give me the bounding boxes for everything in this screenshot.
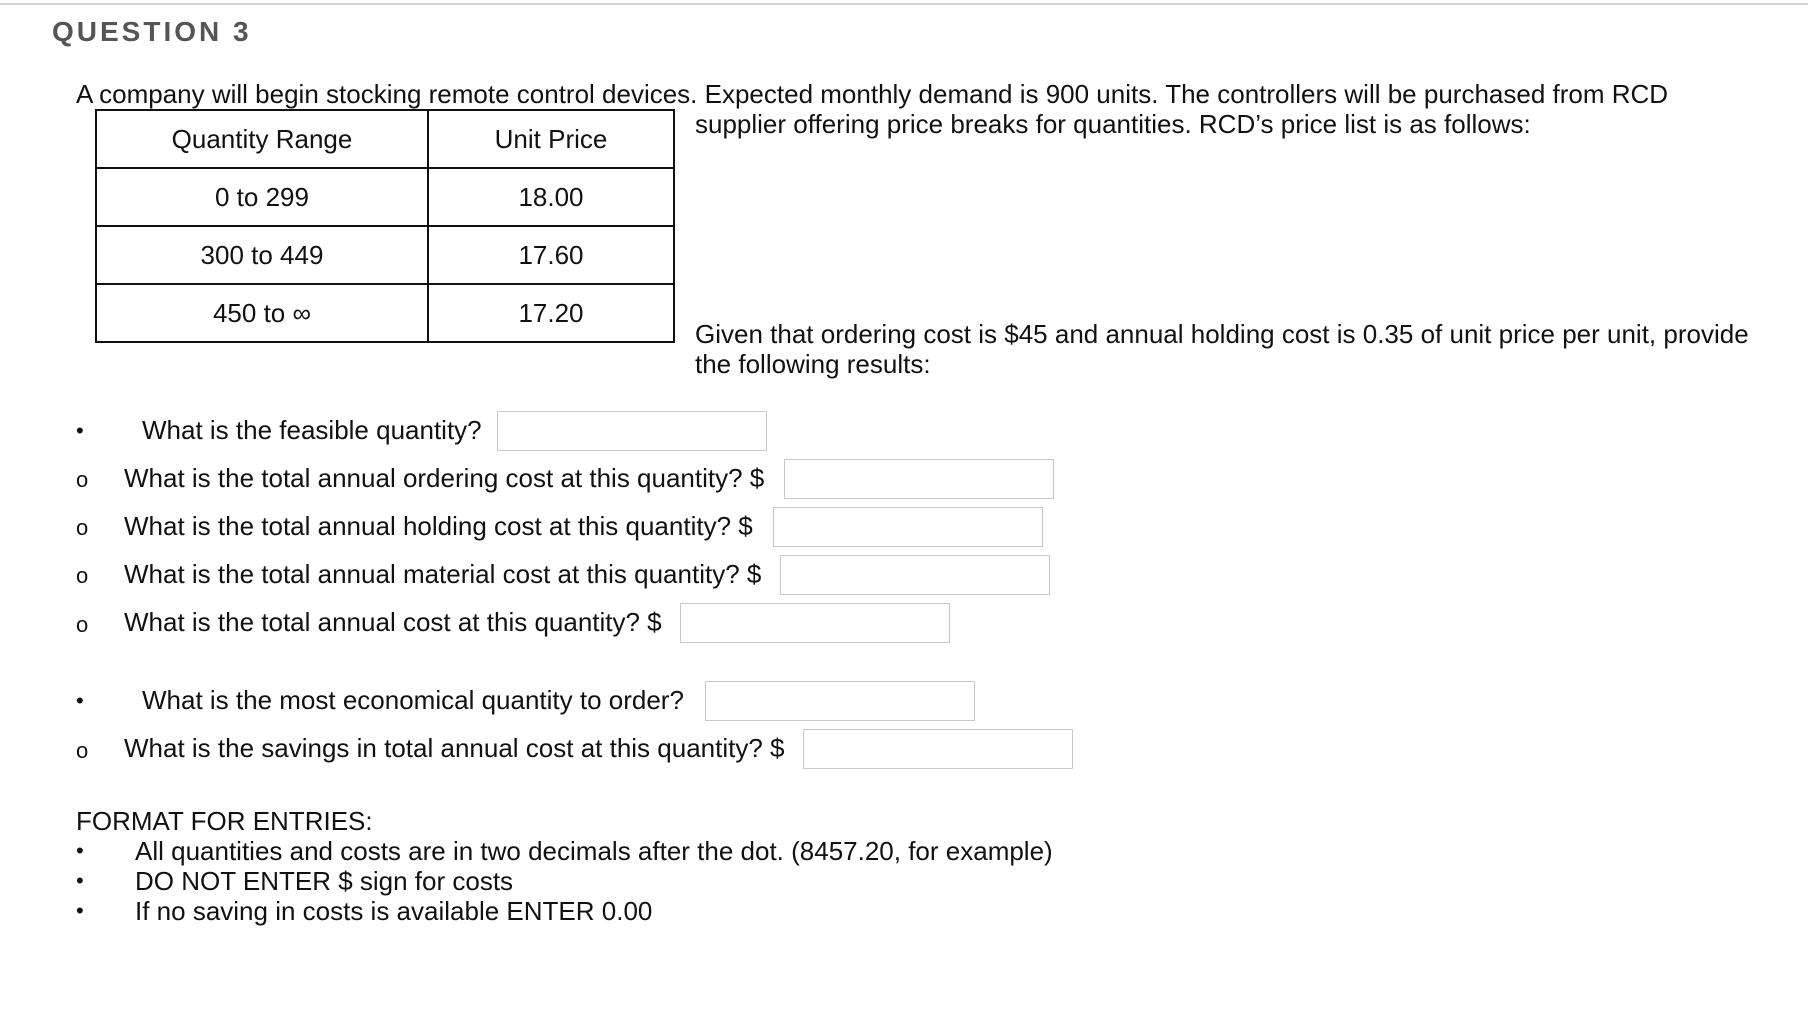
ordering-cost-input[interactable] bbox=[784, 459, 1054, 499]
cell-unit-price: 17.20 bbox=[428, 284, 674, 342]
given-line-1: Given that ordering cost is $45 and annual holding cost is 0.35 of unit price per unit, provide bbox=[695, 319, 1749, 349]
intro-line-2: supplier offering price breaks for quantities. RCD’s price list is as follows: bbox=[695, 109, 1531, 139]
sub-bullet-icon: o bbox=[76, 738, 89, 763]
price-table bbox=[95, 109, 675, 343]
header-unit-price: Unit Price bbox=[428, 110, 674, 168]
total-cost-input[interactable] bbox=[680, 603, 950, 643]
cell-unit-price: 18.00 bbox=[428, 168, 674, 226]
question-label-holding-cost: What is the total annual holding cost at this quantity? $ bbox=[124, 511, 753, 541]
material-cost-input[interactable] bbox=[780, 555, 1050, 595]
sub-bullet-icon: o bbox=[76, 563, 89, 588]
holding-cost-input[interactable] bbox=[773, 507, 1043, 547]
cell-quantity-range: 0 to 299 bbox=[96, 168, 428, 226]
cell-quantity-range: 300 to 449 bbox=[96, 226, 428, 284]
table-row bbox=[96, 168, 674, 226]
question-label-total-cost: What is the total annual cost at this quantity? $ bbox=[124, 607, 662, 637]
economical-quantity-input[interactable] bbox=[705, 681, 975, 721]
format-heading: FORMAT FOR ENTRIES: bbox=[76, 806, 373, 836]
question-label-ordering-cost: What is the total annual ordering cost at this quantity? $ bbox=[124, 463, 765, 493]
given-line-2: the following results: bbox=[695, 349, 931, 379]
bullet-icon: • bbox=[76, 898, 84, 923]
question-title: QUESTION 3 bbox=[52, 16, 252, 47]
table-header-row bbox=[96, 110, 674, 168]
bullet-icon: • bbox=[76, 688, 84, 713]
bullet-icon: • bbox=[76, 838, 84, 863]
format-item-no-saving: If no saving in costs is available ENTER 0.00 bbox=[135, 896, 653, 926]
bullet-icon: • bbox=[76, 868, 84, 893]
cell-quantity-range: 450 to ∞ bbox=[96, 284, 428, 342]
format-item-decimals: All quantities and costs are in two decimals after the dot. (8457.20, for example) bbox=[135, 836, 1053, 866]
savings-input[interactable] bbox=[803, 729, 1073, 769]
intro-line-1: A company will begin stocking remote control devices. Expected monthly demand is 900 units. The controllers will be purchased from RCD bbox=[76, 79, 1669, 109]
question-label-material-cost: What is the total annual material cost at this quantity? $ bbox=[124, 559, 762, 589]
question-label-economical-quantity: What is the most economical quantity to order? bbox=[142, 685, 684, 715]
sub-bullet-icon: o bbox=[76, 612, 89, 637]
sub-bullet-icon: o bbox=[76, 467, 89, 492]
header-quantity-range: Quantity Range bbox=[96, 110, 428, 168]
format-item-no-dollar: DO NOT ENTER $ sign for costs bbox=[135, 866, 514, 896]
cell-unit-price: 17.60 bbox=[428, 226, 674, 284]
table-row bbox=[96, 226, 674, 284]
top-divider bbox=[0, 3, 1808, 5]
table-row bbox=[96, 284, 674, 342]
feasible-quantity-input[interactable] bbox=[497, 411, 767, 451]
question-label-feasible-quantity: What is the feasible quantity? bbox=[142, 415, 482, 445]
sub-bullet-icon: o bbox=[76, 515, 89, 540]
bullet-icon: • bbox=[76, 418, 84, 443]
question-label-savings: What is the savings in total annual cost at this quantity? $ bbox=[124, 733, 785, 763]
